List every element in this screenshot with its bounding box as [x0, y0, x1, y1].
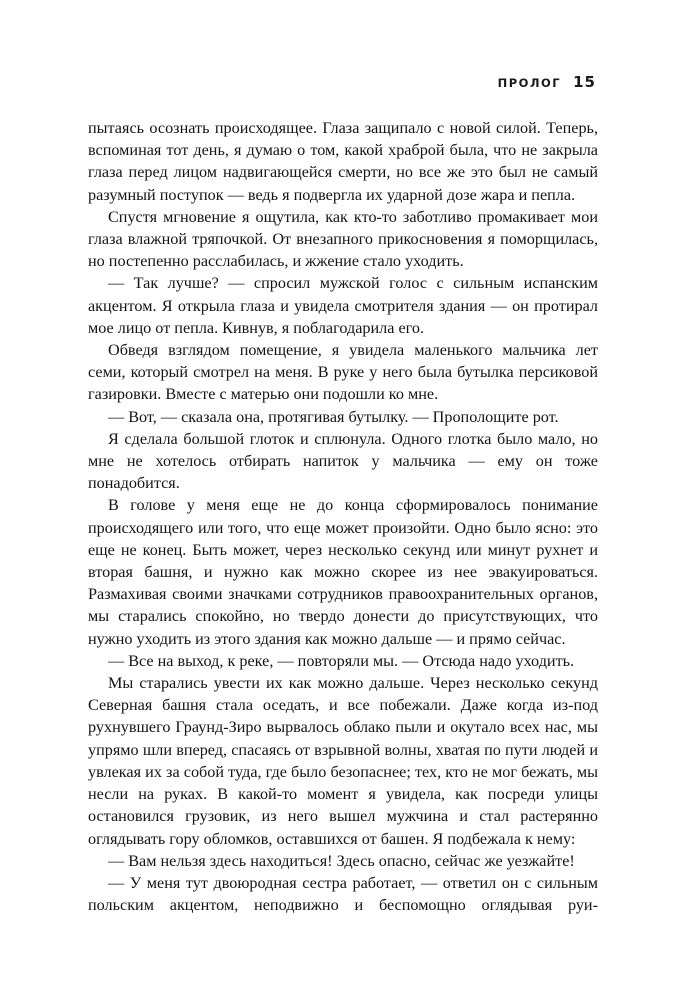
page-number: 15: [573, 73, 596, 91]
paragraph: В голове у меня еще не до конца сформировалось понимание происходящего или того, что еще может произойти. Одно было ясно: это еще не конец. Быть может, через несколько секунд или минут рухнет и вторая башня, и нужно как можно скорее из нее эвакуироваться. Размахивая своими значками сотрудников правоохранительных органов, мы старались спокойно, но твердо донести до присутствующих, что нужно уходить из этого здания как можно дальше — и прямо сейчас.: [88, 496, 598, 648]
paragraph: Обведя взглядом помещение, я увидела маленького мальчика лет семи, который смотрел на меня. В руке у него была бутылка персиковой газировки. Вместе с матерью они подошли ко мне.: [88, 341, 598, 404]
body-text: [88, 117, 598, 916]
paragraph-last: — У меня тут двоюродная сестра работает, — ответил он с сильным польским акцентом, неподвижно и беспомощно оглядывая руи-: [88, 873, 598, 915]
section-title: ПРОЛОГ: [497, 76, 562, 90]
paragraph: Я сделала большой глоток и сплюнула. Одного глотка было мало, но мне не хотелось отбирать напиток у мальчика — ему он тоже понадобится.: [88, 429, 598, 493]
paragraph: — Вот, — сказала она, протягивая бутылку. — Прополощите рот.: [108, 407, 559, 426]
paragraph: пытаясь осознать происходящее. Глаза защипало с новой силой. Теперь, вспоминая тот день, я думаю о том, какой храброй была, что не закрыла глаза перед лицом надвигающейся смерти, но все же это был не самый разумный поступок — ведь я подвергла их ударной дозе жара и пепла.: [88, 119, 598, 204]
running-head: [498, 73, 596, 91]
paragraph: — Вам нельзя здесь находиться! Здесь опасно, сейчас же уезжайте!: [108, 851, 575, 870]
paragraph: — Все на выход, к реке, — повторяли мы. — Отсюда надо уходить.: [108, 651, 575, 670]
paragraph: Спустя мгновение я ощутила, как кто-то заботливо промакивает мои глаза влажной тряпочкой. От внезапного прикосновения я поморщилась, но постепенно расслабилась, и жжение стало уходить.: [88, 207, 598, 271]
paragraph: — Так лучше? — спросил мужской голос с сильным испанским акцентом. Я открыла глаза и увидела смотрителя здания — он протирал мое лицо от пепла. Кивнув, я поблагодарила его.: [88, 274, 598, 337]
paragraph: Мы старались увести их как можно дальше. Через несколько секунд Северная башня стала оседать, и все побежали. Даже когда из-под рухнувшего Граунд-Зиро вырвалось облако пыли и окутало всех нас, мы упрямо шли вперед, спасаясь от взрывной волны, хватая по пути людей и увлекая их за собой туда, где было безопаснее; тех, кто не мог бежать, мы несли на руках. В какой-то момент я увидела, как посреди улицы остановился грузовик, из него вышел мужчина и стал растерянно оглядывать гору обломков, оставшихся от башен. Я подбежала к нему:: [88, 674, 598, 848]
